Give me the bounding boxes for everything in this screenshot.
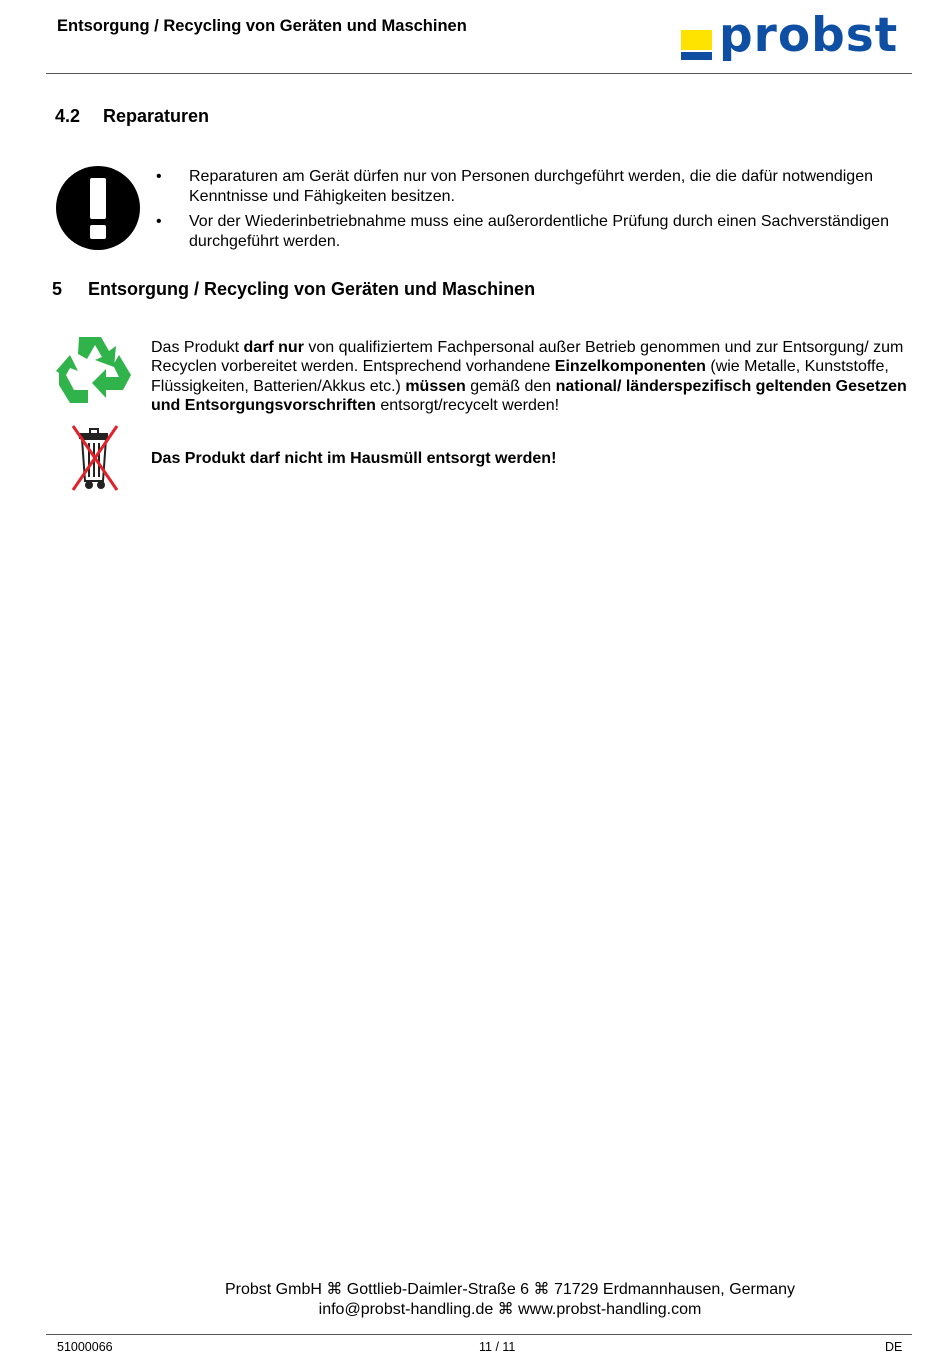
section-title: Entsorgung / Recycling von Geräten und Maschinen	[88, 279, 536, 299]
list-item-text: Reparaturen am Gerät dürfen nur von Personen durchgeführt werden, die die dafür notwendigen Kenntnisse und Fähigkeiten besitzen.	[189, 168, 873, 205]
bullet-dot: •	[156, 213, 162, 230]
recycling-icon	[56, 333, 134, 408]
list-item	[156, 167, 916, 206]
footer-divider	[46, 1334, 912, 1335]
disposal-paragraph	[151, 338, 911, 415]
paragraph-segment: entsorgt/recycelt werden!	[375, 396, 560, 414]
logo-bar-blue	[681, 52, 712, 60]
paragraph-bold-segment: Einzelkomponenten	[554, 358, 706, 376]
list-item-text: Vor der Wiederinbetriebnahme muss eine außerordentliche Prüfung durch einen Sachverständigen durchgeführt werden.	[189, 213, 889, 250]
household-waste-warning: Das Produkt darf nicht im Hausmüll entsorgt werden!	[151, 450, 557, 467]
list-item	[156, 212, 916, 251]
logo-text: probst	[719, 8, 899, 63]
section-number: 5	[52, 279, 63, 299]
paragraph-bold-segment: darf nur	[243, 339, 304, 356]
footer-address	[0, 1280, 950, 1319]
section-number: 4.2	[55, 106, 81, 126]
paragraph-bold-segment: national/ länderspezifisch geltenden Gesetzen und Entsorgungsvorschriften	[151, 377, 907, 414]
logo-bar-yellow	[681, 30, 712, 50]
paragraph-segment: Das Produkt	[151, 339, 244, 356]
paragraph-bold-segment: müssen	[405, 377, 466, 395]
page-header-title: Entsorgung / Recycling von Geräten und Maschinen	[57, 17, 467, 35]
document-number: 51000066	[57, 1340, 113, 1354]
footer-address-line-2: info@probst-handling.de ⌘ www.probst-handling.com	[318, 1300, 702, 1318]
footer-address-line-1: Probst GmbH ⌘ Gottlieb-Daimler-Straße 6 ⌘ 71729 Erdmannhausen, Germany	[224, 1281, 795, 1298]
probst-logo	[681, 8, 905, 70]
paragraph-segment: (wie Metalle, Kunststoffe, Flüssigkeiten, Batterien/Akkus etc.)	[151, 358, 889, 395]
exclamation-warning-icon	[55, 165, 141, 251]
language-code: DE	[885, 1340, 903, 1354]
repair-bullet-list	[156, 167, 916, 257]
bullet-dot: •	[156, 168, 162, 185]
crossed-out-bin-icon	[70, 423, 120, 493]
paragraph-segment: gemäß den	[465, 377, 556, 395]
page-number: 11 / 11	[479, 1340, 516, 1354]
logo-bars	[681, 30, 712, 60]
section-title: Reparaturen	[103, 106, 210, 126]
header-divider	[46, 73, 912, 74]
paragraph-segment: von qualifiziertem Fachpersonal außer Betrieb genommen und zur Entsorgung/ zum Recyclen vorbereitet werden. Entsprechend vorhandene	[151, 339, 904, 376]
